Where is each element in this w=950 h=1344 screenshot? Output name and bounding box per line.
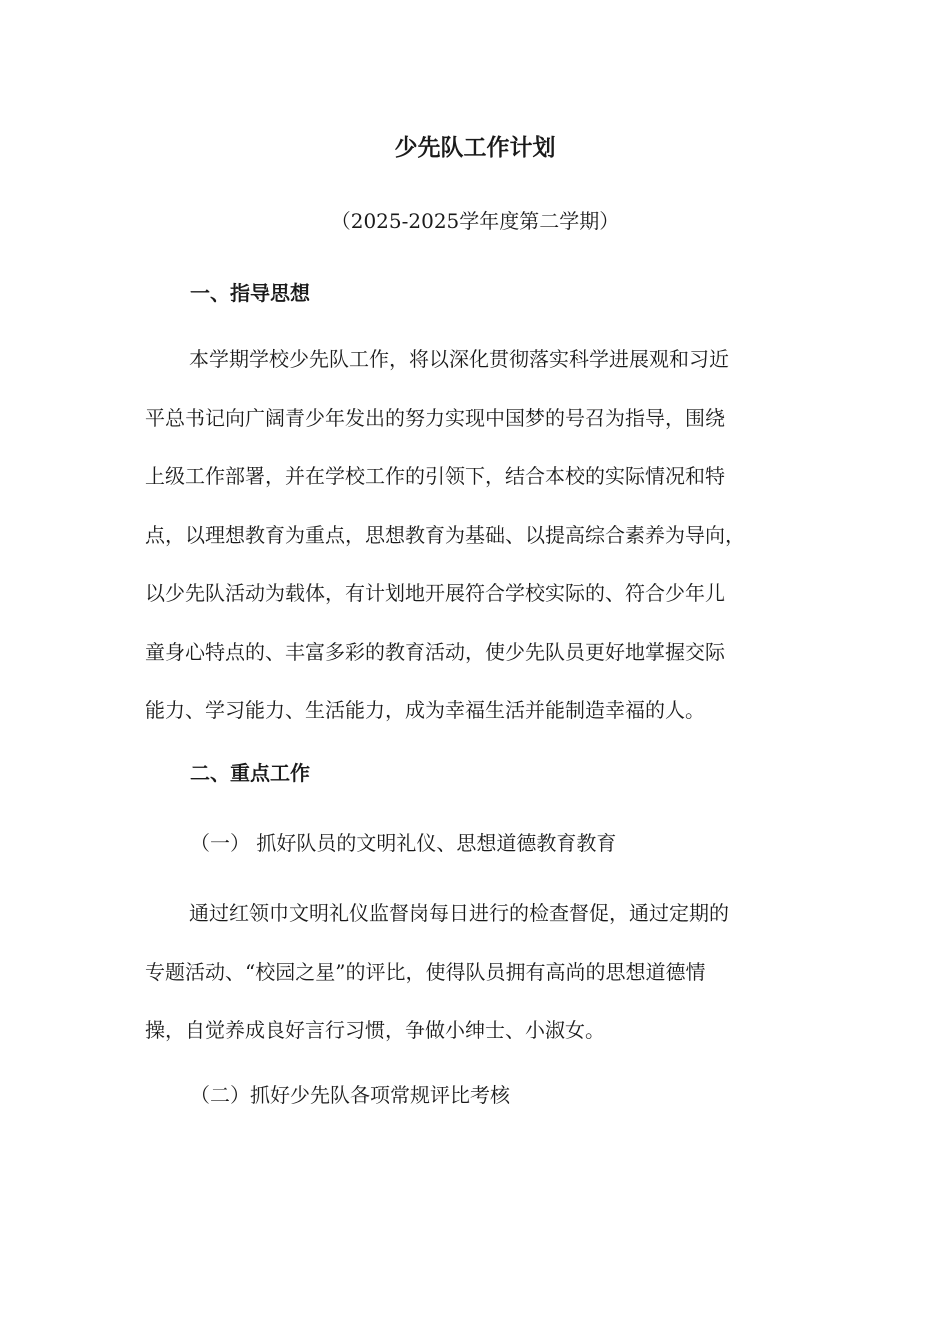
paragraph-line: 专题活动、“校园之星”的评比，使得队员拥有高尚的思想道德情 xyxy=(145,959,706,984)
document-subtitle: （2025-2025学年度第二学期） xyxy=(330,209,620,233)
paragraph-line: 平总书记向广阔青少年发出的努力实现中国梦的号召为指导，围绕 xyxy=(145,405,725,430)
subsection-heading-routine-assessment: （二）抓好少先队各项常规评比考核 xyxy=(190,1083,510,1107)
paragraph-line: 上级工作部署，并在学校工作的引领下，结合本校的实际情况和特 xyxy=(145,464,725,488)
document-title: 少先队工作计划 xyxy=(394,135,556,161)
paragraph-line: 能力、学习能力、生活能力，成为幸福生活并能制造幸福的人。 xyxy=(145,698,705,722)
guiding-ideology-paragraph xyxy=(145,330,805,740)
section-heading-guiding-ideology: 一、指导思想 xyxy=(190,281,310,305)
paragraph-line: 操，自觉养成良好言行习惯，争做小绅士、小淑女。 xyxy=(145,1018,605,1042)
paragraph-line: 以少先队活动为载体，有计划地开展符合学校实际的、符合少年儿 xyxy=(145,581,725,605)
paragraph-line: 通过红领巾文明礼仪监督岗每日进行的检查督促，通过定期的 xyxy=(189,901,729,925)
paragraph-line: 点，以理想教育为重点，思想教育为基础、以提高综合素养为导向， xyxy=(145,522,745,547)
section-heading-key-work: 二、重点工作 xyxy=(190,761,310,785)
paragraph-line: 童身心特点的、丰富多彩的教育活动，使少先队员更好地掌握交际 xyxy=(145,639,725,664)
etiquette-education-paragraph xyxy=(145,884,805,1060)
paragraph-line: 本学期学校少先队工作，将以深化贯彻落实科学进展观和习近 xyxy=(189,347,729,371)
subsection-heading-etiquette-education: （一） 抓好队员的文明礼仪、思想道德教育教育 xyxy=(190,831,617,855)
